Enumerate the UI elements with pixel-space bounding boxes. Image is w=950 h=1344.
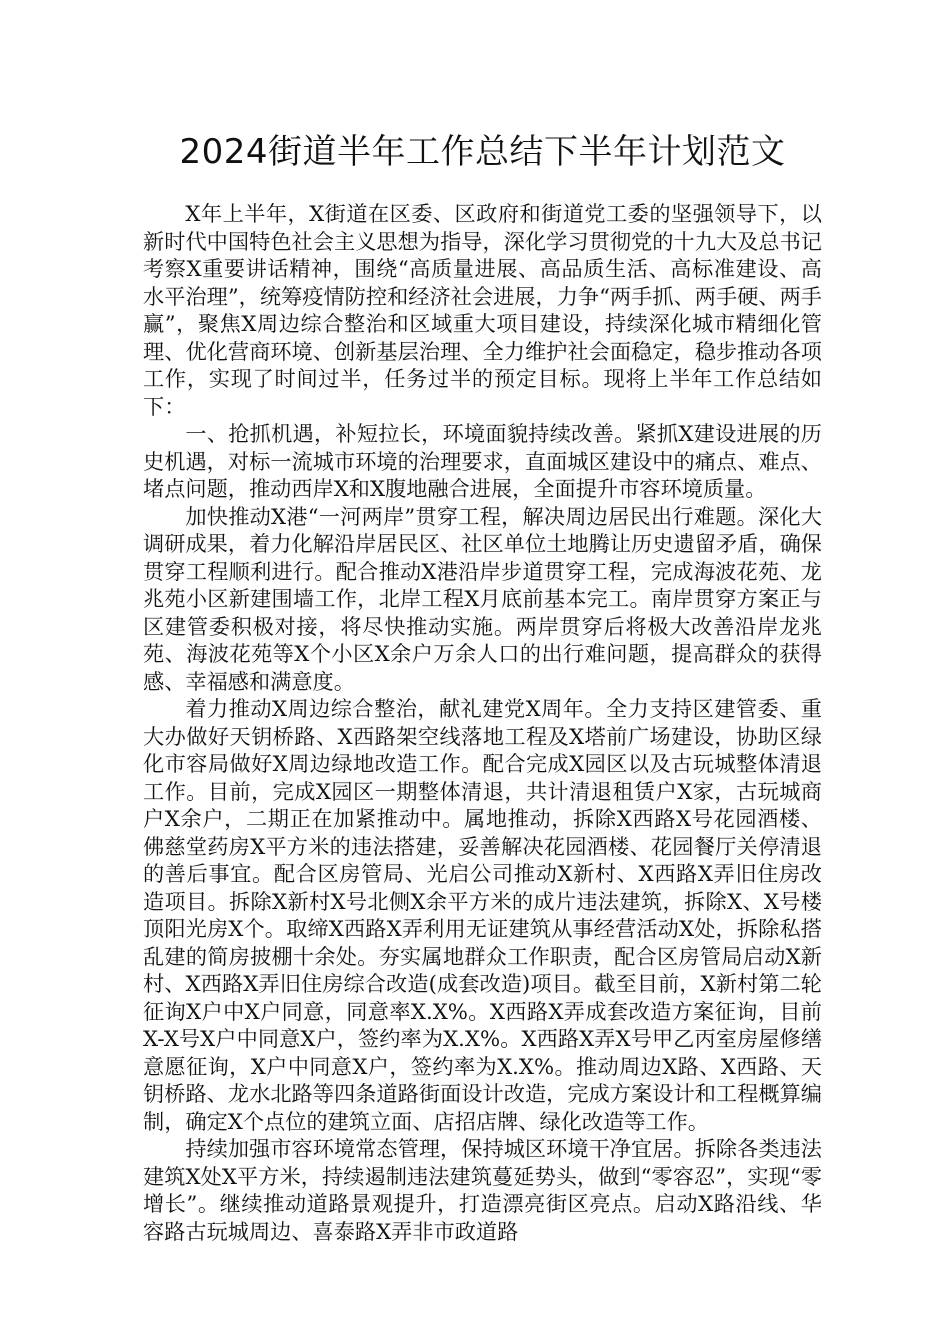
paragraph-river-project: 加快推动X港“一河两岸”贯穿工程，解决周边居民出行难题。深化大调研成果，着力化解沿岸居民区、社区单位土地腾让历史遗留矛盾，确保贯穿工程顺利进行。配合推动X港沿岸步道贯穿工程，完成海波花苑、龙兆苑小区新建围墙工作，北岸工程X月底前基本完工。南岸贯穿方案正与区建管委积极对接，将尽快推动实施。两岸贯穿后将极大改善沿岸龙兆苑、海波花苑等X个小区X余户万余人口的出行难问题，提高群众的获得感、幸福感和满意度。 <box>143 503 822 694</box>
paragraph-city-appearance: 持续加强市容环境常态管理，保持城区环境干净宜居。拆除各类违法建筑X处X平方米，持续遏制违法建筑蔓延势头，做到“零容忍”，实现“零增长”。继续推动道路景观提升，打造漂亮街区亮点。启动X路沿线、华容路古玩城周边、喜泰路X弄非市政道路 <box>143 1136 822 1244</box>
document-body <box>143 200 822 1245</box>
paragraph-section-one: 一、抢抓机遇，补短拉长，环境面貌持续改善。紧抓X建设进展的历史机遇，对标一流城市环境的治理要求，直面城区建设中的痛点、难点、堵点问题，推动西岸X和X腹地融合进展，全面提升市容环境质量。 <box>143 421 822 501</box>
paragraph-comprehensive-renovation: 着力推动X周边综合整治，献礼建党X周年。全力支持区建管委、重大办做好天钥桥路、X西路架空线落地工程及X塔前广场建设，协助区绿化市容局做好X周边绿地改造工作。配合完成X园区以及古玩城整体清退工作。目前，完成X园区一期整体清退，共计清退租赁户X家，古玩城商户X余户，二期正在加紧推动中。属地推动，拆除X西路X号花园酒楼、佛慈堂药房X平方米的违法搭建，妥善解决花园酒楼、花园餐厅关停清退的善后事宜。配合区房管局、光启公司推动X新村、X西路X弄旧住房改造项目。拆除X新村X号北侧X余平方米的成片违法建筑，拆除X、X号楼顶阳光房X个。取缔X西路X弄利用无证建筑从事经营活动X处，拆除私搭乱建的简房披棚十余处。夯实属地群众工作职责，配合区房管局启动X新村、X西路X弄旧住房综合改造(成套改造)项目。截至目前，X新村第二轮征询X户中X户同意，同意率X.X%。X西路X弄成套改造方案征询，目前X-X号X户中同意X户，签约率为X.X%。X西路X弄X号甲乙丙室房屋修缮意愿征询，X户中同意X户，签约率为X.X%。推动周边X路、X西路、天钥桥路、龙水北路等四条道路街面设计改造，完成方案设计和工程概算编制，确定X个点位的建筑立面、店招店牌、绿化改造等工作。 <box>143 696 822 1134</box>
document-title: 2024街道半年工作总结下半年计划范文 <box>179 132 786 172</box>
paragraph-intro: X年上半年，X街道在区委、区政府和街道党工委的坚强领导下，以新时代中国特色社会主义思想为指导，深化学习贯彻党的十九大及总书记考察X重要讲话精神，围绕“高质量进展、高品质生活、高标准建设、高水平治理”，统筹疫情防控和经济社会进展，力争“两手抓、两手硬、两手赢”，聚焦X周边综合整治和区域重大项目建设，持续深化城市精细化管理、优化营商环境、创新基层治理、全力维护社会面稳定，稳步推动各项工作，实现了时间过半，任务过半的预定目标。现将上半年工作总结如下： <box>143 201 822 419</box>
